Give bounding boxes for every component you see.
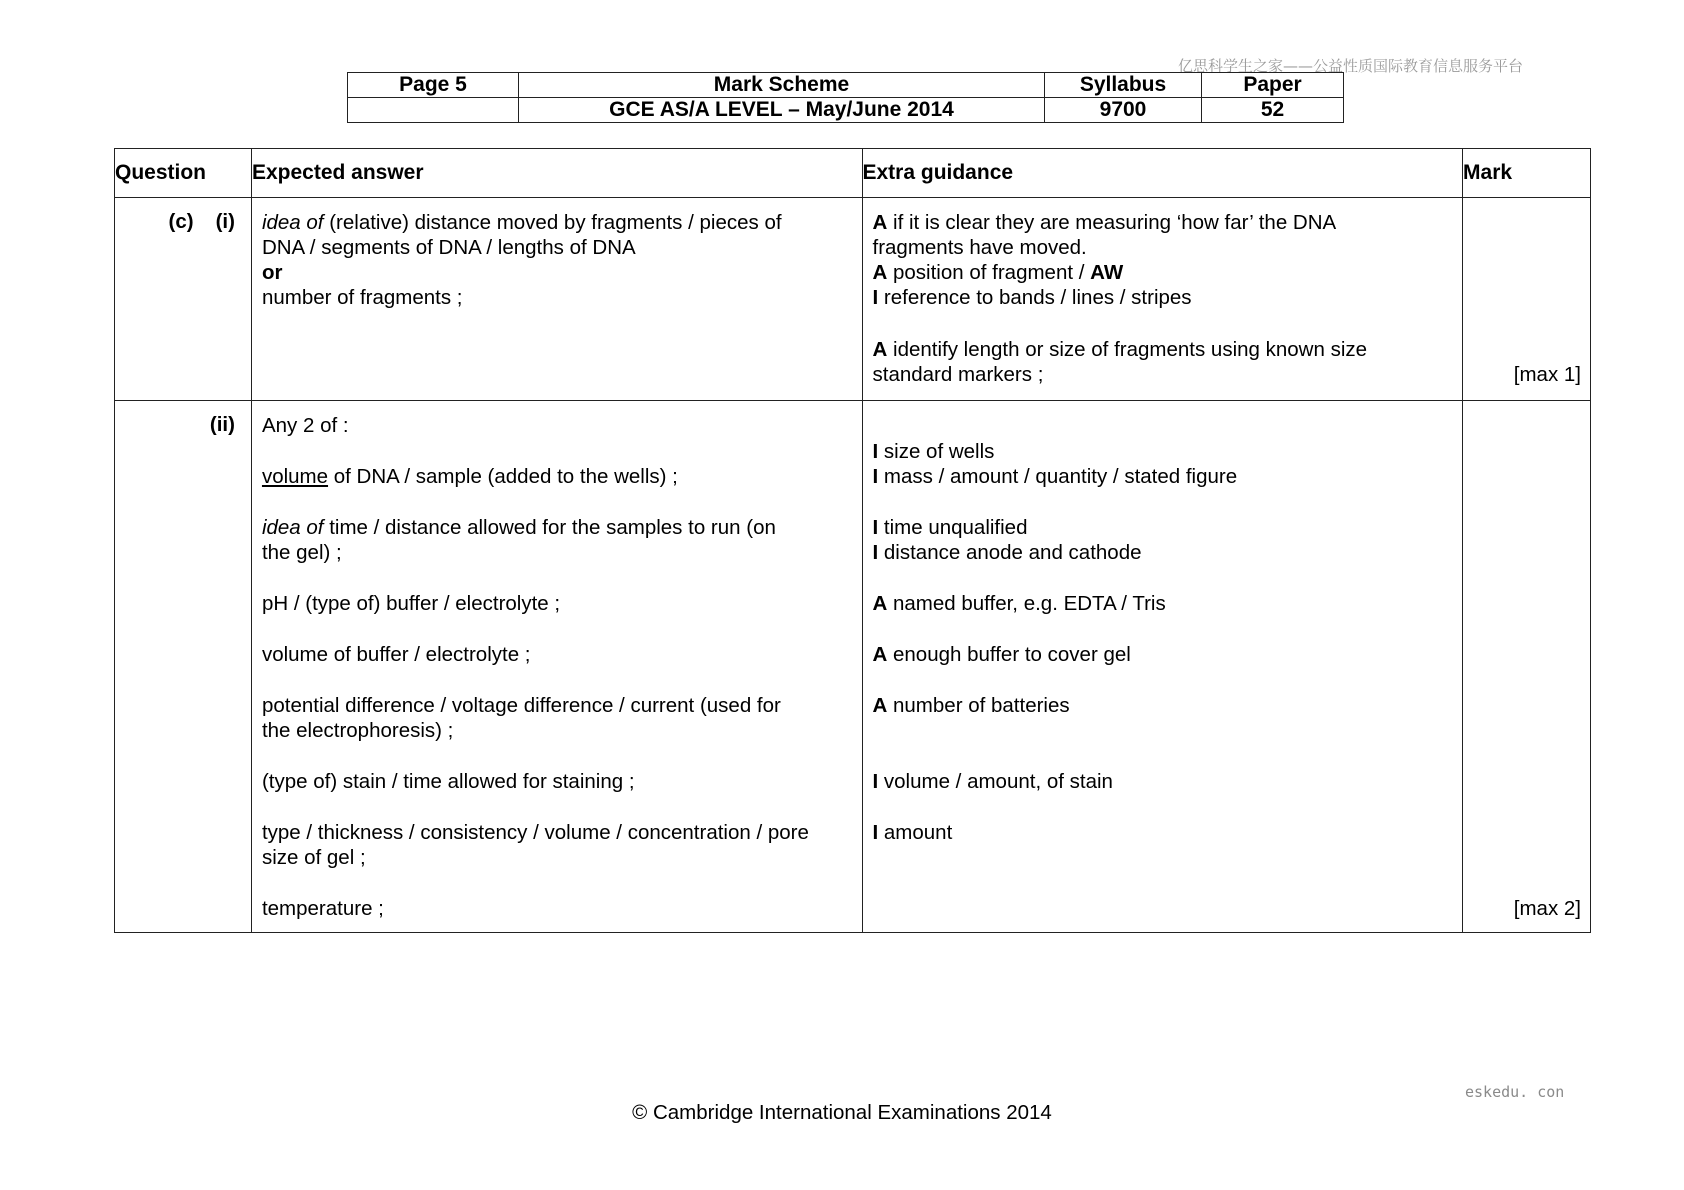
guidance-text: distance anode and cathode [878, 541, 1142, 564]
answer-text: (relative) distance moved by fragments / pieces of [323, 211, 782, 234]
answer-line [262, 515, 776, 540]
header-title: Mark Scheme [519, 73, 1045, 98]
mark-scheme-table [114, 148, 1591, 933]
guidance-code: I [872, 770, 879, 793]
guidance-code: I [872, 516, 879, 539]
guidance-line [873, 285, 1192, 310]
guidance-code: I [872, 465, 879, 488]
guidance-line [873, 337, 1368, 362]
answer-line: (type of) stain / time allowed for staining ; [261, 770, 635, 793]
guidance-code: A [872, 261, 888, 284]
guidance-text: time unqualified [878, 516, 1028, 539]
answer-text: time / distance allowed for the samples to run (on [323, 516, 776, 539]
guidance-code: I [872, 440, 879, 463]
answer-line [262, 464, 678, 489]
answer-line: type / thickness / consistency / volume / concentration / pore [261, 821, 809, 844]
guidance-line: fragments have moved. [872, 236, 1087, 259]
guidance-code: A [872, 592, 888, 615]
guidance-text: identify length or size of fragments using known size [887, 338, 1368, 361]
answer-underlined: volume [261, 465, 329, 488]
question-cell [115, 401, 252, 933]
col-extra-guidance: Extra guidance [862, 149, 1463, 198]
answer-italic: idea of [261, 211, 324, 234]
header-syllabus-label: Syllabus [1045, 73, 1202, 98]
answer-intro: Any 2 of : [261, 414, 349, 437]
guidance-text: amount [878, 821, 953, 844]
guidance-line [873, 769, 1113, 794]
guidance-line [873, 540, 1142, 565]
col-expected-answer: Expected answer [251, 149, 862, 198]
guidance-code: A [872, 338, 888, 361]
answer-line: DNA / segments of DNA / lengths of DNA [261, 236, 636, 259]
guidance-text: number of batteries [887, 694, 1070, 717]
answer-line: temperature ; [261, 897, 384, 920]
answer-cell [251, 401, 862, 933]
answer-cell [251, 198, 862, 401]
guidance-code: A [872, 643, 888, 666]
guidance-text: if it is clear they are measuring ‘how far’ the DNA [887, 211, 1337, 234]
answer-line: the electrophoresis) ; [261, 719, 454, 742]
answer-line: number of fragments ; [261, 286, 463, 309]
question-sub: (ii) [209, 413, 235, 436]
guidance-text: mass / amount / quantity / stated figure [878, 465, 1238, 488]
header-empty-cell [348, 98, 519, 123]
answer-italic: idea of [261, 516, 324, 539]
mark-value: [max 1] [1513, 363, 1581, 386]
col-mark: Mark [1463, 149, 1591, 198]
question-row-ii [115, 401, 1591, 933]
mark-cell [1463, 401, 1591, 933]
guidance-line [873, 642, 1131, 667]
header-exam: GCE AS/A LEVEL – May/June 2014 [519, 98, 1045, 123]
header-paper-label: Paper [1202, 73, 1344, 98]
column-header-row [115, 149, 1591, 198]
watermark-bottom: eskedu. con [1465, 1083, 1565, 1101]
watermark-top: 亿思科学生之家——公益性质国际教育信息服务平台 [1178, 57, 1524, 75]
guidance-cell [862, 198, 1463, 401]
guidance-code: I [872, 541, 879, 564]
answer-or [262, 260, 283, 285]
guidance-code: I [872, 821, 879, 844]
guidance-text: reference to bands / lines / stripes [878, 286, 1192, 309]
guidance-line [873, 260, 1124, 285]
guidance-text: volume / amount, of stain [878, 770, 1113, 793]
guidance-line [873, 464, 1238, 489]
guidance-text: named buffer, e.g. EDTA / Tris [887, 592, 1166, 615]
answer-line: size of gel ; [261, 846, 366, 869]
question-cell [115, 198, 252, 401]
guidance-text: enough buffer to cover gel [887, 643, 1131, 666]
guidance-line: standard markers ; [872, 363, 1044, 386]
answer-line [262, 210, 782, 235]
guidance-code: A [872, 211, 888, 234]
guidance-line [873, 210, 1337, 235]
answer-line: volume of buffer / electrolyte ; [261, 643, 531, 666]
guidance-text: size of wells [878, 440, 995, 463]
header-table [347, 72, 1344, 123]
guidance-line [873, 515, 1028, 540]
or-keyword: or [261, 261, 283, 284]
guidance-code: A [872, 694, 888, 717]
guidance-line [873, 439, 995, 464]
mark-cell [1463, 198, 1591, 401]
answer-text: of DNA / sample (added to the wells) ; [328, 465, 678, 488]
answer-line: potential difference / voltage difference / current (used for [261, 694, 781, 717]
guidance-line [873, 591, 1166, 616]
answer-line: pH / (type of) buffer / electrolyte ; [261, 592, 561, 615]
answer-line: the gel) ; [261, 541, 342, 564]
col-question: Question [115, 149, 252, 198]
guidance-line [873, 820, 953, 845]
question-sub: (i) [215, 210, 235, 233]
mark-value: [max 2] [1513, 897, 1581, 920]
guidance-line [873, 693, 1070, 718]
guidance-aw: AW [1090, 261, 1124, 284]
question-part: (c) [168, 210, 194, 233]
header-page: Page 5 [348, 73, 519, 98]
guidance-cell [862, 401, 1463, 933]
question-row-c-i [115, 198, 1591, 401]
header-syllabus: 9700 [1045, 98, 1202, 123]
header-paper: 52 [1202, 98, 1344, 123]
footer-copyright: © Cambridge International Examinations 2014 [632, 1101, 1052, 1124]
guidance-code: I [872, 286, 879, 309]
guidance-text: position of fragment / [887, 261, 1091, 284]
